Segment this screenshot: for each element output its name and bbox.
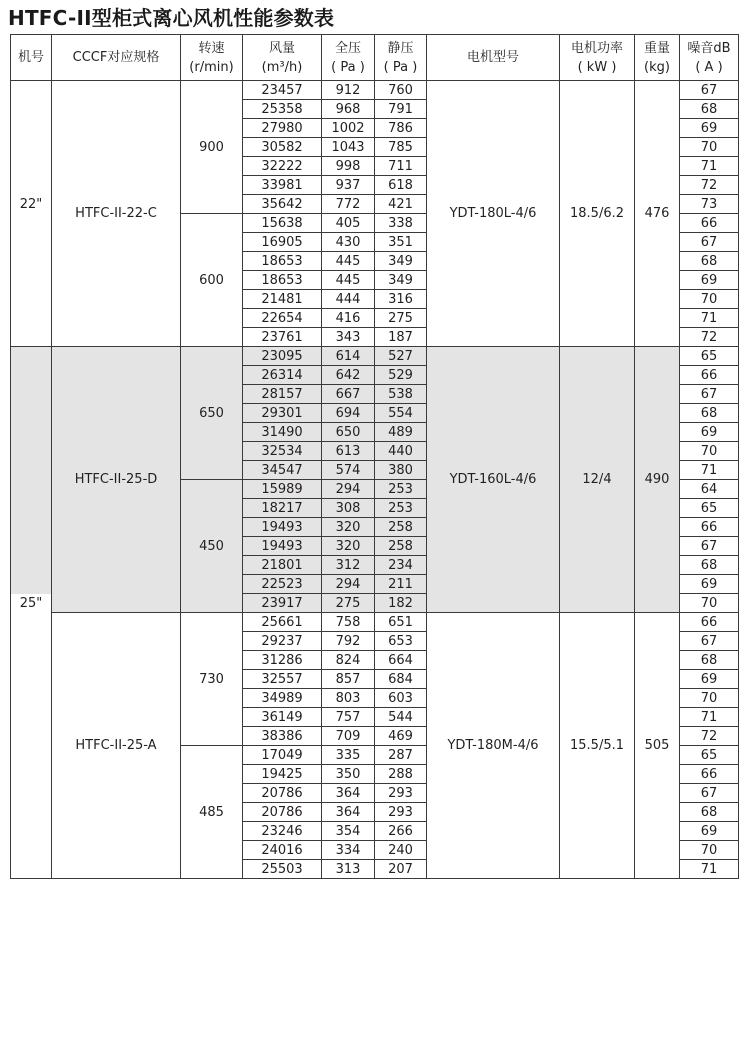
total-pressure-cell: 354 xyxy=(322,822,375,841)
speed-cell: 650 xyxy=(181,347,243,480)
airflow-cell: 36149 xyxy=(243,708,322,727)
cccf-spec-cell: HTFC-II-25-D xyxy=(52,347,181,613)
noise-cell: 66 xyxy=(680,518,739,537)
machine-no-cell xyxy=(11,765,52,784)
machine-no-cell xyxy=(11,366,52,385)
static-pressure-cell: 349 xyxy=(375,271,427,290)
machine-no-cell xyxy=(11,537,52,556)
total-pressure-cell: 320 xyxy=(322,518,375,537)
static-pressure-cell: 293 xyxy=(375,803,427,822)
static-pressure-cell: 275 xyxy=(375,309,427,328)
airflow-cell: 15638 xyxy=(243,214,322,233)
header-cccf-spec: CCCF对应规格 xyxy=(52,35,181,81)
airflow-cell: 15989 xyxy=(243,480,322,499)
machine-no-cell xyxy=(11,81,52,100)
airflow-cell: 22523 xyxy=(243,575,322,594)
airflow-cell: 23917 xyxy=(243,594,322,613)
airflow-cell: 21801 xyxy=(243,556,322,575)
machine-no-cell xyxy=(11,309,52,328)
noise-cell: 72 xyxy=(680,176,739,195)
static-pressure-cell: 253 xyxy=(375,480,427,499)
static-pressure-cell: 380 xyxy=(375,461,427,480)
machine-no-cell xyxy=(11,670,52,689)
motor-power-cell: 12/4 xyxy=(560,347,635,613)
static-pressure-cell: 653 xyxy=(375,632,427,651)
machine-no-cell xyxy=(11,860,52,879)
machine-no-cell xyxy=(11,575,52,594)
total-pressure-cell: 792 xyxy=(322,632,375,651)
machine-no-cell xyxy=(11,290,52,309)
static-pressure-cell: 187 xyxy=(375,328,427,347)
airflow-cell: 20786 xyxy=(243,803,322,822)
total-pressure-cell: 667 xyxy=(322,385,375,404)
noise-cell: 67 xyxy=(680,784,739,803)
noise-cell: 71 xyxy=(680,708,739,727)
total-pressure-cell: 613 xyxy=(322,442,375,461)
airflow-cell: 34989 xyxy=(243,689,322,708)
static-pressure-cell: 664 xyxy=(375,651,427,670)
static-pressure-cell: 207 xyxy=(375,860,427,879)
header-motor-model: 电机型号 xyxy=(427,35,560,81)
machine-no-cell xyxy=(11,841,52,860)
noise-cell: 73 xyxy=(680,195,739,214)
noise-cell: 69 xyxy=(680,271,739,290)
static-pressure-cell: 266 xyxy=(375,822,427,841)
machine-no-cell xyxy=(11,822,52,841)
static-pressure-cell: 786 xyxy=(375,119,427,138)
machine-no-cell xyxy=(11,784,52,803)
total-pressure-cell: 614 xyxy=(322,347,375,366)
noise-cell: 67 xyxy=(680,81,739,100)
airflow-cell: 31286 xyxy=(243,651,322,670)
airflow-cell: 25358 xyxy=(243,100,322,119)
static-pressure-cell: 338 xyxy=(375,214,427,233)
airflow-cell: 23246 xyxy=(243,822,322,841)
static-pressure-cell: 211 xyxy=(375,575,427,594)
static-pressure-cell: 538 xyxy=(375,385,427,404)
total-pressure-cell: 416 xyxy=(322,309,375,328)
static-pressure-cell: 349 xyxy=(375,252,427,271)
machine-no-cell xyxy=(11,100,52,119)
airflow-cell: 23457 xyxy=(243,81,322,100)
noise-cell: 69 xyxy=(680,822,739,841)
weight-cell: 490 xyxy=(635,347,680,613)
airflow-cell: 16905 xyxy=(243,233,322,252)
airflow-cell: 35642 xyxy=(243,195,322,214)
speed-cell: 900 xyxy=(181,81,243,214)
airflow-cell: 34547 xyxy=(243,461,322,480)
machine-no-cell: 22" xyxy=(11,195,52,214)
noise-cell: 72 xyxy=(680,328,739,347)
total-pressure-cell: 912 xyxy=(322,81,375,100)
total-pressure-cell: 757 xyxy=(322,708,375,727)
header-weight: 重量 (kg) xyxy=(635,35,680,81)
machine-no-cell xyxy=(11,746,52,765)
noise-cell: 67 xyxy=(680,233,739,252)
airflow-cell: 23761 xyxy=(243,328,322,347)
speed-cell: 485 xyxy=(181,746,243,879)
noise-cell: 66 xyxy=(680,613,739,632)
total-pressure-cell: 937 xyxy=(322,176,375,195)
total-pressure-cell: 430 xyxy=(322,233,375,252)
machine-no-cell xyxy=(11,385,52,404)
noise-cell: 66 xyxy=(680,214,739,233)
airflow-cell: 19425 xyxy=(243,765,322,784)
machine-no-cell xyxy=(11,404,52,423)
static-pressure-cell: 603 xyxy=(375,689,427,708)
static-pressure-cell: 253 xyxy=(375,499,427,518)
noise-cell: 68 xyxy=(680,556,739,575)
machine-no-cell xyxy=(11,233,52,252)
airflow-cell: 32534 xyxy=(243,442,322,461)
airflow-cell: 19493 xyxy=(243,518,322,537)
page-title: HTFC-II型柜式离心风机性能参数表 xyxy=(8,6,335,30)
machine-no-cell xyxy=(11,328,52,347)
motor-model-cell: YDT-160L-4/6 xyxy=(427,347,560,613)
machine-no-cell xyxy=(11,632,52,651)
motor-model-cell: YDT-180L-4/6 xyxy=(427,81,560,347)
motor-power-cell: 18.5/6.2 xyxy=(560,81,635,347)
airflow-cell: 25503 xyxy=(243,860,322,879)
noise-cell: 68 xyxy=(680,100,739,119)
static-pressure-cell: 527 xyxy=(375,347,427,366)
total-pressure-cell: 335 xyxy=(322,746,375,765)
noise-cell: 70 xyxy=(680,689,739,708)
total-pressure-cell: 350 xyxy=(322,765,375,784)
noise-cell: 70 xyxy=(680,290,739,309)
static-pressure-cell: 618 xyxy=(375,176,427,195)
noise-cell: 67 xyxy=(680,632,739,651)
performance-table xyxy=(10,34,739,879)
airflow-cell: 32222 xyxy=(243,157,322,176)
noise-cell: 72 xyxy=(680,727,739,746)
static-pressure-cell: 288 xyxy=(375,765,427,784)
noise-cell: 68 xyxy=(680,404,739,423)
static-pressure-cell: 684 xyxy=(375,670,427,689)
static-pressure-cell: 316 xyxy=(375,290,427,309)
static-pressure-cell: 469 xyxy=(375,727,427,746)
total-pressure-cell: 758 xyxy=(322,613,375,632)
total-pressure-cell: 405 xyxy=(322,214,375,233)
airflow-cell: 28157 xyxy=(243,385,322,404)
noise-cell: 71 xyxy=(680,309,739,328)
static-pressure-cell: 240 xyxy=(375,841,427,860)
noise-cell: 67 xyxy=(680,537,739,556)
static-pressure-cell: 544 xyxy=(375,708,427,727)
total-pressure-cell: 824 xyxy=(322,651,375,670)
airflow-cell: 26314 xyxy=(243,366,322,385)
cccf-spec-cell: HTFC-II-22-C xyxy=(52,81,181,347)
motor-model-cell: YDT-180M-4/6 xyxy=(427,613,560,879)
speed-cell: 450 xyxy=(181,480,243,613)
noise-cell: 71 xyxy=(680,860,739,879)
total-pressure-cell: 772 xyxy=(322,195,375,214)
noise-cell: 65 xyxy=(680,499,739,518)
total-pressure-cell: 334 xyxy=(322,841,375,860)
airflow-cell: 19493 xyxy=(243,537,322,556)
machine-no-cell xyxy=(11,461,52,480)
machine-no-cell xyxy=(11,157,52,176)
noise-cell: 64 xyxy=(680,480,739,499)
noise-cell: 71 xyxy=(680,461,739,480)
airflow-cell: 32557 xyxy=(243,670,322,689)
machine-no-cell xyxy=(11,499,52,518)
static-pressure-cell: 293 xyxy=(375,784,427,803)
airflow-cell: 29301 xyxy=(243,404,322,423)
airflow-cell: 18217 xyxy=(243,499,322,518)
static-pressure-cell: 258 xyxy=(375,518,427,537)
airflow-cell: 31490 xyxy=(243,423,322,442)
total-pressure-cell: 857 xyxy=(322,670,375,689)
static-pressure-cell: 182 xyxy=(375,594,427,613)
airflow-cell: 29237 xyxy=(243,632,322,651)
total-pressure-cell: 1002 xyxy=(322,119,375,138)
total-pressure-cell: 320 xyxy=(322,537,375,556)
noise-cell: 71 xyxy=(680,157,739,176)
static-pressure-cell: 651 xyxy=(375,613,427,632)
airflow-cell: 18653 xyxy=(243,271,322,290)
static-pressure-cell: 287 xyxy=(375,746,427,765)
noise-cell: 70 xyxy=(680,594,739,613)
total-pressure-cell: 709 xyxy=(322,727,375,746)
speed-cell: 600 xyxy=(181,214,243,347)
noise-cell: 70 xyxy=(680,442,739,461)
total-pressure-cell: 998 xyxy=(322,157,375,176)
total-pressure-cell: 574 xyxy=(322,461,375,480)
static-pressure-cell: 440 xyxy=(375,442,427,461)
airflow-cell: 17049 xyxy=(243,746,322,765)
noise-cell: 66 xyxy=(680,366,739,385)
cccf-spec-cell: HTFC-II-25-A xyxy=(52,613,181,879)
static-pressure-cell: 421 xyxy=(375,195,427,214)
noise-cell: 67 xyxy=(680,385,739,404)
table-row xyxy=(11,81,739,100)
noise-cell: 69 xyxy=(680,119,739,138)
machine-no-cell xyxy=(11,689,52,708)
noise-cell: 70 xyxy=(680,138,739,157)
machine-no-cell xyxy=(11,138,52,157)
machine-no-cell xyxy=(11,803,52,822)
noise-cell: 69 xyxy=(680,575,739,594)
airflow-cell: 27980 xyxy=(243,119,322,138)
total-pressure-cell: 364 xyxy=(322,803,375,822)
total-pressure-cell: 308 xyxy=(322,499,375,518)
header-noise: 噪音dB ( A ) xyxy=(680,35,739,81)
noise-cell: 69 xyxy=(680,670,739,689)
machine-no-cell xyxy=(11,708,52,727)
total-pressure-cell: 1043 xyxy=(322,138,375,157)
total-pressure-cell: 803 xyxy=(322,689,375,708)
machine-no-cell xyxy=(11,271,52,290)
total-pressure-cell: 642 xyxy=(322,366,375,385)
machine-no-cell xyxy=(11,518,52,537)
total-pressure-cell: 294 xyxy=(322,480,375,499)
noise-cell: 69 xyxy=(680,423,739,442)
machine-no-cell xyxy=(11,442,52,461)
total-pressure-cell: 445 xyxy=(322,271,375,290)
static-pressure-cell: 711 xyxy=(375,157,427,176)
static-pressure-cell: 529 xyxy=(375,366,427,385)
machine-no-cell xyxy=(11,347,52,366)
total-pressure-cell: 312 xyxy=(322,556,375,575)
static-pressure-cell: 791 xyxy=(375,100,427,119)
airflow-cell: 33981 xyxy=(243,176,322,195)
total-pressure-cell: 445 xyxy=(322,252,375,271)
total-pressure-cell: 968 xyxy=(322,100,375,119)
total-pressure-cell: 444 xyxy=(322,290,375,309)
header-machine-no: 机号 xyxy=(11,35,52,81)
static-pressure-cell: 234 xyxy=(375,556,427,575)
airflow-cell: 30582 xyxy=(243,138,322,157)
airflow-cell: 24016 xyxy=(243,841,322,860)
weight-cell: 505 xyxy=(635,613,680,879)
total-pressure-cell: 650 xyxy=(322,423,375,442)
static-pressure-cell: 554 xyxy=(375,404,427,423)
table-body xyxy=(11,81,739,879)
airflow-cell: 18653 xyxy=(243,252,322,271)
noise-cell: 66 xyxy=(680,765,739,784)
machine-no-cell xyxy=(11,613,52,632)
total-pressure-cell: 694 xyxy=(322,404,375,423)
noise-cell: 68 xyxy=(680,252,739,271)
static-pressure-cell: 258 xyxy=(375,537,427,556)
total-pressure-cell: 364 xyxy=(322,784,375,803)
machine-no-cell: 25" xyxy=(11,594,52,613)
machine-no-cell xyxy=(11,651,52,670)
total-pressure-cell: 275 xyxy=(322,594,375,613)
motor-power-cell: 15.5/5.1 xyxy=(560,613,635,879)
machine-no-cell xyxy=(11,176,52,195)
noise-cell: 65 xyxy=(680,746,739,765)
header-total-pressure: 全压 ( Pa ) xyxy=(322,35,375,81)
airflow-cell: 21481 xyxy=(243,290,322,309)
machine-no-cell xyxy=(11,214,52,233)
noise-cell: 70 xyxy=(680,841,739,860)
static-pressure-cell: 785 xyxy=(375,138,427,157)
header-row xyxy=(11,35,739,81)
total-pressure-cell: 313 xyxy=(322,860,375,879)
header-motor-power: 电机功率 ( kW ) xyxy=(560,35,635,81)
noise-cell: 68 xyxy=(680,803,739,822)
static-pressure-cell: 489 xyxy=(375,423,427,442)
total-pressure-cell: 343 xyxy=(322,328,375,347)
airflow-cell: 20786 xyxy=(243,784,322,803)
header-static-pressure: 静压 ( Pa ) xyxy=(375,35,427,81)
weight-cell: 476 xyxy=(635,81,680,347)
table-row xyxy=(11,613,739,632)
total-pressure-cell: 294 xyxy=(322,575,375,594)
static-pressure-cell: 351 xyxy=(375,233,427,252)
airflow-cell: 25661 xyxy=(243,613,322,632)
static-pressure-cell: 760 xyxy=(375,81,427,100)
machine-no-cell xyxy=(11,119,52,138)
machine-no-cell xyxy=(11,556,52,575)
noise-cell: 68 xyxy=(680,651,739,670)
header-airflow: 风量 (m³/h) xyxy=(243,35,322,81)
machine-no-cell xyxy=(11,480,52,499)
table-row xyxy=(11,347,739,366)
header-speed: 转速 (r/min) xyxy=(181,35,243,81)
airflow-cell: 22654 xyxy=(243,309,322,328)
airflow-cell: 23095 xyxy=(243,347,322,366)
machine-no-cell xyxy=(11,423,52,442)
machine-no-cell xyxy=(11,252,52,271)
airflow-cell: 38386 xyxy=(243,727,322,746)
speed-cell: 730 xyxy=(181,613,243,746)
noise-cell: 65 xyxy=(680,347,739,366)
machine-no-cell xyxy=(11,727,52,746)
